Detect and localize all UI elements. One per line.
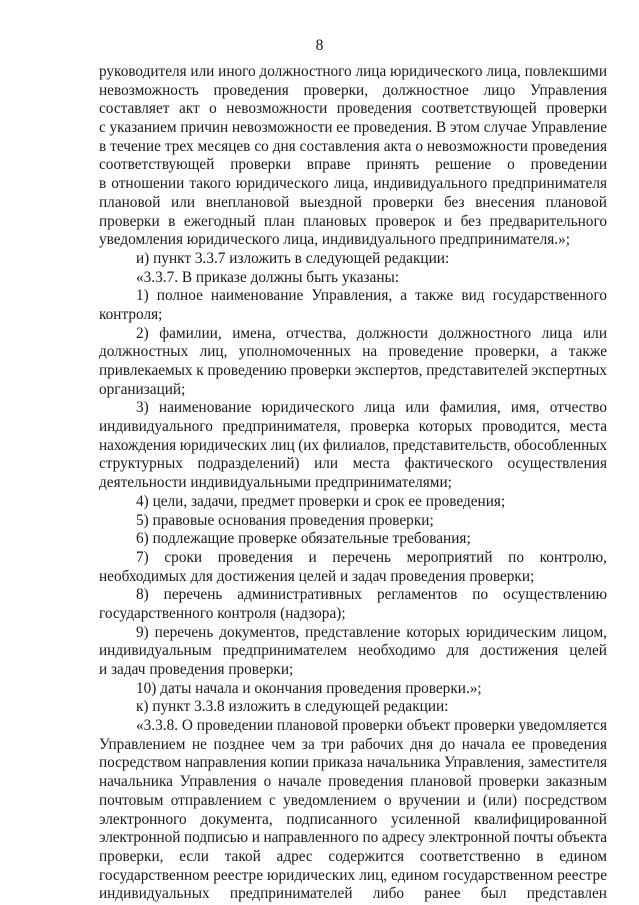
text-line: необходимых для достижения целей и задач проведения проверки; (99, 567, 535, 585)
text-line: структурных подразделений) или места фактического осуществления (99, 455, 607, 473)
text-line: государственном реестре юридических лиц, едином государственном реестре (99, 866, 607, 884)
text-line: 5) правовые основания проведения проверки; (136, 511, 434, 529)
text-line: невозможность проведения проверки, должностное лицо Управления (99, 81, 607, 99)
text-line: индивидуальным предпринимателем необходимо для достижения целей (99, 642, 607, 660)
page-number: 8 (315, 37, 324, 54)
text-line: уведомления юридического лица, индивидуального предпринимателя.»; (99, 231, 570, 249)
text-line: деятельности индивидуальными предпринимателями; (99, 474, 452, 492)
text-line: 3) наименование юридического лица или фамилия, имя, отчество (136, 399, 607, 417)
text-line: привлекаемых к проведению проверки экспертов, представителей экспертных (99, 362, 607, 379)
text-line: соответствующей проверки вправе принять решение о проведении (99, 156, 607, 174)
text-line: контроля; (99, 305, 163, 323)
text-line: индивидуальных предпринимателей либо ранее был представлен (99, 885, 607, 903)
text-line: плановой или внеплановой выездной проверки без внесения плановой (99, 193, 607, 211)
text-line: 8) перечень административных регламентов по осуществлению (136, 586, 607, 604)
document-body (99, 63, 607, 904)
text-line: 6) подлежащие проверке обязательные требования; (136, 530, 471, 548)
text-line: электронной подписью и направленного по адресу электронной почты объекта (99, 829, 607, 847)
text-line: и) пункт 3.3.7 изложить в следующей редакции: (136, 249, 450, 267)
text-line: «3.3.8. О проведении плановой проверки объект проверки уведомляется (136, 717, 607, 735)
text-line: 9) перечень документов, представление которых юридическим лицом, (136, 623, 607, 641)
text-line: должностных лиц, уполномоченных на проведение проверки, а также (99, 343, 607, 361)
text-line: с указанием причин невозможности ее проведения. В этом случае Управление (99, 119, 607, 137)
text-line: проверки, если такой адрес содержится соответственно в едином (99, 847, 607, 865)
text-line: проверки в ежегодный план плановых проверок и без предварительного (99, 212, 607, 230)
text-line: 10) даты начала и окончания проведения проверки.»; (136, 679, 482, 697)
text-line: составляет акт о невозможности проведения соответствующей проверки (99, 100, 607, 118)
text-line: 7) сроки проведения и перечень мероприятий по контролю, (136, 548, 607, 566)
text-line: нахождения юридических лиц (их филиалов, представительств, обособленных (99, 436, 607, 454)
text-line: государственного контроля (надзора); (99, 604, 346, 622)
text-line: почтовым отправлением с уведомлением о вручении и (или) посредством (99, 791, 607, 809)
text-line: электронного документа, подписанного усиленной квалифицированной (99, 810, 607, 828)
text-line: организаций; (99, 380, 186, 398)
text-line: «3.3.7. В приказе должны быть указаны: (136, 268, 400, 286)
text-line: в течение трех месяцев со дня составления акта о невозможности проведения (99, 137, 607, 155)
text-line: 1) полное наименование Управления, а также вид государственного (136, 287, 607, 305)
text-line: Управлением не позднее чем за три рабочих дня до начала ее проведения (99, 735, 607, 753)
text-line: и задач проведения проверки; (99, 661, 294, 678)
text-line: 4) цели, задачи, предмет проверки и срок ее проведения; (136, 492, 506, 510)
text-line: в отношении такого юридического лица, индивидуального предпринимателя (99, 175, 607, 193)
text-line: к) пункт 3.3.8 изложить в следующей редакции: (136, 698, 449, 716)
text-line: 2) фамилии, имена, отчества, должности должностного лица или (136, 324, 607, 342)
text-line: посредством направления копии приказа начальника Управления, заместителя (99, 754, 607, 772)
text-line: индивидуального предпринимателя, проверка которых проводится, места (99, 418, 607, 436)
text-line: руководителя или иного должностного лица юридического лица, повлекшими (99, 63, 607, 80)
text-line: начальника Управления о начале проведения плановой проверки заказным (99, 773, 607, 791)
